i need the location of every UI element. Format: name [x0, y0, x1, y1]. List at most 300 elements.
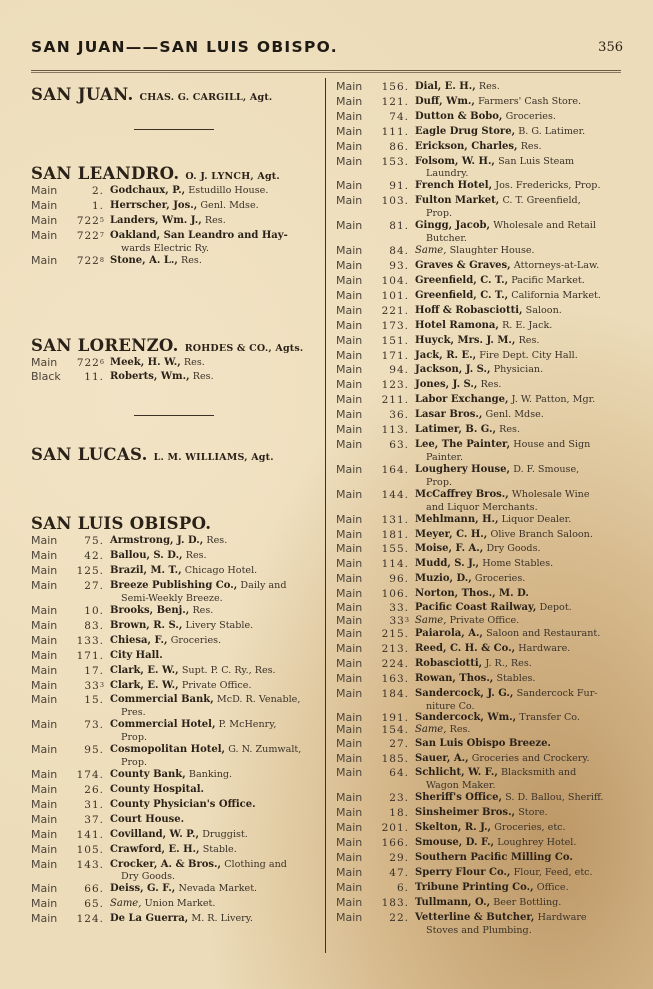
listing-entry	[336, 140, 621, 155]
phone-number: 171.	[76, 649, 104, 662]
subscriber-name: Robasciotti,	[415, 657, 483, 669]
subscriber-detail: Res.	[449, 724, 471, 736]
subscriber-detail: Farmers' Cash Store.	[478, 95, 582, 107]
subscriber-detail-continued: Stoves and Plumbing.	[426, 924, 532, 936]
listing-text	[415, 304, 621, 319]
subscriber-detail: Sandercock Fur-	[516, 687, 598, 699]
phone-number: 174.	[76, 769, 104, 782]
subscriber-detail: Groceries.	[474, 573, 526, 585]
phone-number: 83.	[84, 619, 104, 632]
exchange-name: Main	[31, 797, 58, 811]
subscriber-detail: California Market.	[511, 289, 601, 301]
subscriber-name: Greenfield, C. T.,	[415, 274, 509, 286]
listing-entry	[336, 821, 621, 836]
exchange-name: Main	[336, 736, 363, 750]
exchange-name: Main	[336, 723, 363, 737]
listing-entry	[31, 579, 316, 604]
exchange-name: Main	[336, 194, 363, 208]
listing-list	[31, 356, 316, 386]
subscriber-name: Sperry Flour Co.,	[415, 866, 511, 878]
listing-entry	[336, 866, 621, 881]
listing-text	[110, 356, 316, 371]
listing-entry	[336, 896, 621, 911]
header-rule	[31, 70, 621, 73]
exchange-name: Main	[31, 768, 58, 782]
subscriber-detail-continued: Prop.	[426, 208, 453, 220]
listing-entry	[31, 254, 316, 269]
phone-number: 171.	[381, 349, 409, 362]
exchange-name: Main	[336, 613, 363, 627]
listing-text	[415, 602, 621, 615]
subscriber-detail: Physician.	[493, 364, 544, 376]
listing-list	[31, 184, 316, 269]
phone-number: 74.	[389, 110, 409, 123]
exchange-name: Main	[31, 693, 58, 707]
subscriber-detail: Estudillo House.	[188, 185, 269, 196]
listing-entry	[336, 587, 621, 602]
exchange-name: Main	[336, 656, 363, 670]
phone-number: 65.	[84, 898, 104, 911]
exchange-name: Main	[336, 437, 363, 451]
subscriber-name: Smouse, D. F.,	[415, 837, 495, 849]
agent-name: O. J. LYNCH, Agt.	[185, 171, 280, 182]
listing-entry	[31, 813, 316, 828]
exchange-name: Main	[336, 154, 363, 168]
exchange-name: Main	[336, 601, 363, 615]
subscriber-name: Herrscher, Jos.,	[110, 199, 198, 211]
section-heading	[31, 445, 316, 464]
subscriber-detail: Office.	[536, 881, 569, 893]
page-number: 356	[598, 40, 623, 55]
subscriber-detail-continued: Painter.	[426, 451, 464, 463]
number-superscript: 8	[99, 255, 104, 264]
listing-text	[415, 766, 621, 791]
phone-number: 101.	[381, 289, 409, 302]
phone-number: 191.	[381, 711, 409, 724]
phone-number: 123.	[381, 379, 409, 392]
subscriber-name: Dial, E. H.,	[415, 81, 476, 92]
listing-text	[415, 488, 621, 513]
listing-entry	[336, 752, 621, 767]
subscriber-name: Vetterline & Butcher,	[415, 911, 535, 923]
listing-entry	[336, 724, 621, 737]
listing-entry	[31, 718, 316, 743]
listing-text	[415, 572, 621, 587]
listing-entry	[31, 199, 316, 214]
phone-number: 166.	[381, 837, 409, 850]
phone-number: 224.	[381, 657, 409, 670]
subscriber-detail: Liquor Dealer.	[501, 513, 572, 525]
listing-entry	[336, 712, 621, 725]
exchange-name: Main	[336, 910, 363, 924]
listing-entry	[336, 488, 621, 513]
phone-number: 75.	[84, 535, 104, 548]
exchange-name: Main	[31, 842, 58, 856]
subscriber-name: Greenfield, C. T.,	[415, 289, 509, 301]
listing-entry	[336, 125, 621, 140]
listing-entry	[336, 95, 621, 110]
listing-text	[110, 604, 316, 619]
exchange-name: Main	[336, 587, 363, 601]
subscriber-detail: Groceries, etc.	[494, 822, 566, 834]
subscriber-detail: McD. R. Venable,	[216, 694, 301, 706]
phone-number: 183.	[381, 896, 409, 909]
subscriber-detail: Union Market.	[144, 898, 216, 910]
phone-number: 104.	[381, 274, 409, 287]
subscriber-detail: Blacksmith and	[501, 767, 577, 779]
listing-entry	[336, 378, 621, 393]
subscriber-detail: Olive Branch Saloon.	[490, 528, 593, 540]
subscriber-name: Lasar Bros.,	[415, 409, 483, 421]
subscriber-detail: Groceries.	[505, 110, 556, 122]
subscriber-name: Roberts, Wm.,	[110, 371, 190, 383]
listing-text	[110, 254, 316, 269]
subscriber-detail: Store.	[518, 807, 548, 819]
subscriber-name: Clark, E. W.,	[110, 664, 179, 676]
subscriber-name: Pacific Coast Railway,	[415, 602, 537, 614]
subscriber-name: Dutton & Bobo,	[415, 110, 503, 122]
exchange-name: Main	[336, 850, 363, 864]
subscriber-name: Commercial Hotel,	[110, 719, 216, 731]
phone-number: 215.	[381, 628, 409, 641]
subscriber-name: Cosmopolitan Hotel,	[110, 744, 225, 756]
listing-entry	[336, 851, 621, 866]
listing-text	[415, 687, 621, 712]
section-heading	[31, 514, 316, 533]
listing-text	[110, 229, 316, 254]
subscriber-name: City Hall.	[110, 649, 163, 661]
subscriber-detail: Res.	[192, 371, 214, 383]
subscriber-name: Breeze Publishing Co.,	[110, 580, 238, 592]
exchange-name: Main	[336, 288, 363, 302]
exchange-name: Main	[336, 219, 363, 233]
subscriber-detail: Clothing and	[224, 858, 287, 870]
listing-text	[110, 214, 316, 229]
subscriber-detail-continued: Butcher.	[426, 233, 467, 245]
listing-text	[415, 80, 621, 95]
phone-number: 124.	[76, 913, 104, 926]
listing-entry	[31, 184, 316, 199]
subscriber-name: Reed, C. H. & Co.,	[415, 643, 516, 654]
listing-text	[415, 513, 621, 528]
subscriber-detail: Supt. P. C. Ry., Res.	[181, 664, 276, 676]
subscriber-name: Duff, Wm.,	[415, 95, 475, 107]
subscriber-name: Norton, Thos., M. D.	[415, 588, 529, 600]
phone-number: 37.	[84, 813, 104, 826]
exchange-name: Main	[336, 806, 363, 820]
town-name: SAN LORENZO.	[31, 335, 179, 355]
subscriber-name: Brooks, Benj.,	[110, 604, 190, 616]
listing-text	[415, 615, 621, 628]
subscriber-detail: Nevada Market.	[178, 883, 258, 895]
listing-entry	[31, 229, 316, 254]
exchange-name: Main	[31, 633, 58, 647]
phone-number: 185.	[381, 752, 409, 765]
listing-text	[415, 244, 621, 259]
phone-number: 125.	[76, 565, 104, 578]
subscriber-detail: Private Office.	[449, 614, 520, 626]
exchange-name: Main	[31, 253, 58, 267]
agent-name: CHAS. G. CARGILL, Agt.	[139, 92, 273, 103]
subscriber-detail: Flour, Feed, etc.	[513, 866, 593, 878]
subscriber-detail: G. N. Zumwalt,	[228, 744, 302, 756]
listing-text	[110, 693, 316, 718]
listing-entry	[336, 766, 621, 791]
listing-text	[415, 657, 621, 672]
exchange-name: Main	[336, 686, 363, 700]
subscriber-detail: Dry Goods.	[486, 543, 541, 555]
listing-entry	[336, 911, 621, 936]
exchange-name: Main	[336, 408, 363, 422]
listing-entry	[31, 897, 316, 912]
subscriber-name: McCaffrey Bros.,	[415, 488, 509, 500]
phone-number: 154.	[381, 724, 409, 737]
listing-text	[415, 179, 621, 194]
subscriber-detail: P. McHenry,	[218, 719, 277, 731]
section-heading	[31, 85, 316, 104]
subscriber-detail: Res.	[183, 356, 205, 368]
number-superscript: 3	[404, 615, 409, 624]
phone-number: 66.	[84, 883, 104, 896]
listing-entry	[336, 806, 621, 821]
listing-entry	[336, 687, 621, 712]
listing-text	[110, 184, 316, 199]
listing-entry	[336, 393, 621, 408]
subscriber-detail-continued: Prop.	[121, 732, 148, 744]
town-name: SAN LEANDRO.	[31, 164, 180, 183]
exchange-name: Main	[336, 880, 363, 894]
right-column	[336, 80, 621, 936]
listing-entry	[336, 304, 621, 319]
listing-entry	[31, 214, 316, 229]
phone-number: 143.	[76, 858, 104, 871]
listing-text	[415, 911, 621, 936]
subscriber-name: Deiss, G. F.,	[110, 883, 176, 895]
listing-entry	[336, 528, 621, 543]
section-san-leandro	[31, 164, 316, 269]
subscriber-name: Same,	[110, 898, 142, 910]
phone-number: 10.	[84, 604, 104, 617]
subscriber-detail: Private Office.	[181, 679, 252, 691]
phone-number: 156.	[381, 81, 409, 93]
subscriber-name: Armstrong, J. D.,	[110, 535, 204, 547]
number-superscript: 3	[99, 680, 104, 689]
listing-text	[415, 542, 621, 557]
listing-entry	[31, 649, 316, 664]
subscriber-name: Eagle Drug Store,	[415, 125, 516, 137]
listing-text	[110, 634, 316, 649]
exchange-name: Main	[336, 487, 363, 501]
listing-entry	[31, 664, 316, 679]
section-san-lorenzo	[31, 336, 316, 386]
subscriber-detail-continued: Semi-Weekly Breeze.	[121, 592, 223, 604]
listing-entry	[336, 572, 621, 587]
subscriber-detail: Livery Stable.	[185, 619, 254, 631]
phone-number: 153.	[381, 155, 409, 168]
exchange-name: Main	[31, 618, 58, 632]
listing-entry	[31, 619, 316, 634]
phone-number: 106.	[381, 588, 409, 601]
subscriber-name: Muzio, D.,	[415, 573, 472, 585]
subscriber-name: County Physician's Office.	[110, 798, 256, 810]
listing-text	[110, 897, 316, 912]
listing-entry	[31, 743, 316, 768]
phone-number: 64.	[389, 767, 409, 780]
subscriber-detail: Res.	[206, 535, 228, 547]
listing-text	[110, 579, 316, 604]
subscriber-detail-continued: Wagon Maker.	[426, 780, 496, 792]
subscriber-name: Labor Exchange,	[415, 394, 509, 406]
subscriber-name: Landers, Wm. J.,	[110, 214, 202, 226]
subscriber-name: Tribune Printing Co.,	[415, 881, 534, 893]
listing-entry	[336, 438, 621, 463]
subscriber-detail: Res.	[181, 254, 202, 266]
subscriber-name: Folsom, W. H.,	[415, 155, 495, 167]
subscriber-detail: Home Stables.	[482, 558, 554, 570]
exchange-name: Main	[31, 718, 58, 732]
listing-entry	[336, 615, 621, 628]
listing-text	[415, 140, 621, 155]
listing-entry	[336, 80, 621, 95]
subscriber-name: Tullmann, O.,	[415, 896, 491, 908]
exchange-name: Main	[336, 393, 363, 407]
subscriber-name: Sinsheimer Bros.,	[415, 807, 516, 819]
exchange-name: Main	[31, 549, 58, 563]
phone-number: 91.	[389, 180, 409, 193]
subscriber-detail: Res.	[192, 604, 214, 616]
subscriber-name: County Bank,	[110, 769, 186, 781]
subscriber-detail-continued: and Liquor Merchants.	[426, 501, 538, 513]
subscriber-name: Southern Pacific Milling Co.	[415, 851, 573, 863]
exchange-name: Main	[336, 179, 363, 193]
listing-entry	[336, 408, 621, 423]
listing-entry	[336, 463, 621, 488]
exchange-name: Main	[336, 333, 363, 347]
subscriber-detail: Loughrey Hotel.	[497, 837, 577, 849]
subscriber-name: Same,	[415, 724, 447, 736]
subscriber-detail-continued: Prop.	[121, 757, 148, 769]
phone-number: $722^7$	[76, 229, 104, 242]
subscriber-name: Brazil, M. T.,	[110, 565, 182, 577]
subscriber-name: Chiesa, F.,	[110, 634, 168, 646]
listing-text	[110, 743, 316, 768]
listing-text	[415, 274, 621, 289]
exchange-name: Main	[31, 912, 58, 926]
subscriber-name: Same,	[415, 245, 447, 257]
subscriber-detail: Wholesale Wine	[511, 488, 590, 500]
listing-entry	[336, 672, 621, 687]
listing-entry	[336, 737, 621, 752]
listing-entry	[336, 194, 621, 219]
subscriber-detail: Daily and	[240, 580, 287, 592]
subscriber-detail: Beer Bottling.	[493, 896, 562, 908]
subscriber-detail: R. E. Jack.	[502, 319, 553, 331]
listing-text	[110, 664, 316, 679]
subscriber-detail: C. T. Greenfield,	[502, 195, 581, 207]
phone-number: $33^3$	[389, 614, 409, 627]
listing-entry	[31, 783, 316, 798]
exchange-name: Main	[31, 198, 58, 212]
subscriber-detail: J. R., Res.	[485, 657, 532, 669]
phone-number: 211.	[381, 394, 409, 407]
subscriber-detail: Saloon and Restaurant.	[486, 628, 601, 640]
phone-number: 213.	[381, 643, 409, 655]
left-column	[31, 80, 316, 927]
listing-text	[110, 199, 316, 214]
phone-number: 18.	[389, 807, 409, 820]
exchange-name: Main	[31, 603, 58, 617]
listing-text	[110, 718, 316, 743]
number-superscript: 7	[99, 230, 104, 239]
listing-text	[415, 463, 621, 488]
listing-text	[415, 289, 621, 304]
listing-entry	[31, 634, 316, 649]
listing-text	[110, 813, 316, 828]
exchange-name: Main	[31, 882, 58, 896]
subscriber-name: De La Guerra,	[110, 913, 189, 925]
exchange-name: Main	[336, 363, 363, 377]
exchange-name: Main	[336, 557, 363, 571]
exchange-name: Main	[336, 259, 363, 273]
listing-entry	[336, 642, 621, 657]
listing-text	[415, 712, 621, 725]
subscriber-name: Mudd, S. J.,	[415, 558, 480, 570]
subscriber-detail: B. G. Latimer.	[518, 125, 586, 137]
subscriber-name: Hoff & Robasciotti,	[415, 304, 523, 316]
listing-text	[415, 319, 621, 334]
subscriber-detail: Groceries.	[170, 634, 222, 646]
listing-entry	[336, 881, 621, 896]
subscriber-detail-continued: wards Electric Ry.	[121, 242, 209, 254]
subscriber-name: Graves & Graves,	[415, 260, 511, 272]
listing-text	[110, 564, 316, 579]
section-san-luis-obispo	[31, 514, 316, 927]
exchange-name: Main	[336, 671, 363, 685]
exchange-name: Main	[31, 678, 58, 692]
listing-entry	[336, 244, 621, 259]
page-header	[31, 38, 623, 64]
subscriber-detail: Res.	[185, 550, 207, 562]
subscriber-name: Jackson, J. S.,	[415, 364, 491, 376]
listing-text	[415, 896, 621, 911]
listing-text	[415, 724, 621, 737]
subscriber-detail: Transfer Co.	[519, 711, 580, 723]
subscriber-detail: Wholesale and Retail	[493, 220, 596, 232]
phone-number: 31.	[84, 798, 104, 811]
listing-entry	[31, 679, 316, 694]
subscriber-detail: Genl. Mdse.	[200, 199, 259, 211]
subscriber-name: Sheriff's Office,	[415, 792, 502, 804]
phone-number: 1.	[91, 199, 104, 212]
section-heading	[31, 164, 316, 183]
subscriber-detail: Saloon.	[525, 304, 562, 316]
subscriber-detail: Jos. Fredericks, Prop.	[495, 180, 601, 192]
listing-text	[415, 752, 621, 767]
listing-entry	[336, 319, 621, 334]
exchange-name: Main	[31, 783, 58, 797]
exchange-name: Main	[336, 751, 363, 765]
phone-number: 113.	[381, 424, 409, 437]
subscriber-detail: Slaughter House.	[449, 245, 535, 257]
subscriber-name: Erickson, Charles,	[415, 140, 518, 152]
exchange-name: Main	[336, 895, 363, 909]
exchange-name: Main	[336, 766, 363, 780]
listing-text	[110, 679, 316, 694]
section-san-juan	[31, 85, 316, 104]
subscriber-detail-continued: Dry Goods.	[121, 871, 176, 883]
listing-entry	[336, 627, 621, 642]
listing-entry	[336, 219, 621, 244]
